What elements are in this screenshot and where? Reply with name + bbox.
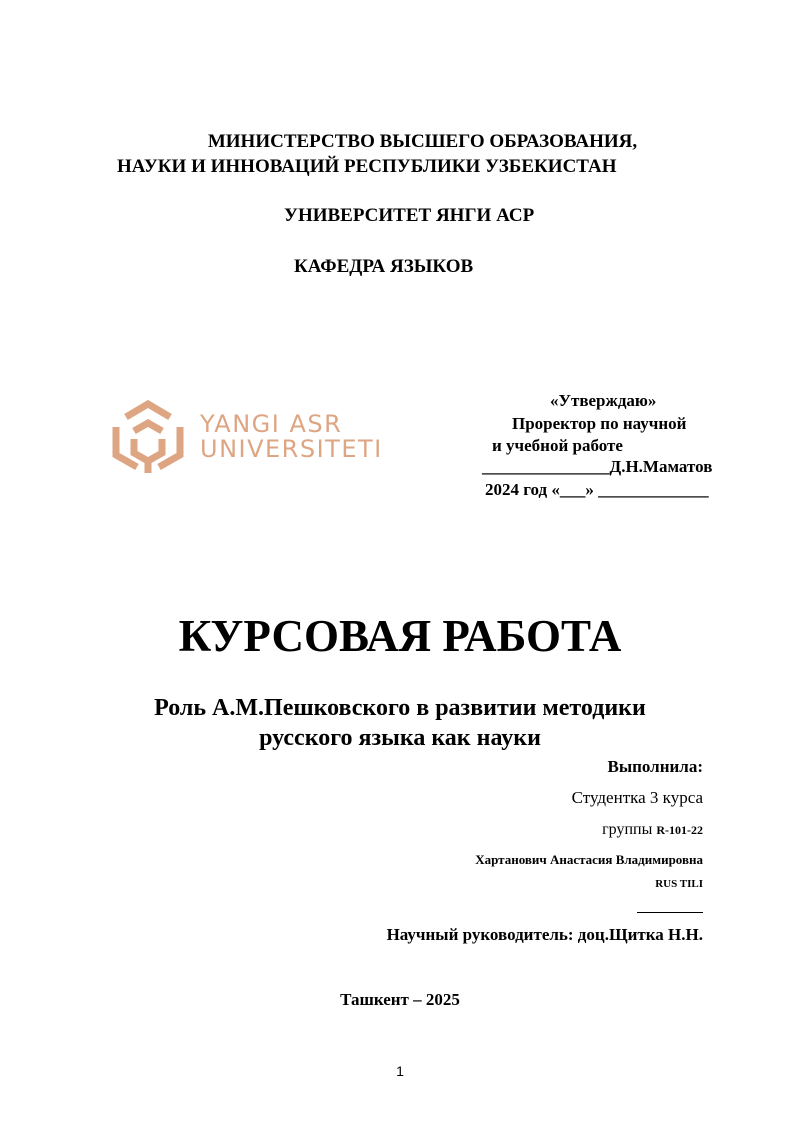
author-name: Хартанович Анастасия Владимировна: [475, 852, 703, 867]
document-subtitle: [0, 693, 800, 753]
author-course: Студентка 3 курса: [571, 788, 703, 807]
logo-line-2: UNIVERSITETI: [200, 435, 383, 463]
logo-line-1: YANGI ASR: [200, 410, 343, 438]
university-logo: [110, 395, 400, 477]
date-day-blank: ___: [559, 480, 586, 499]
ministry-line-1: МИНИСТЕРСТВО ВЫСШЕГО ОБРАЗОВАНИЯ,: [207, 131, 638, 152]
signature-underline: [637, 912, 703, 913]
logo-emblem-icon: [110, 395, 186, 477]
approval-position-1: Проректор по научной: [512, 414, 687, 433]
department-name: КАФЕДРА ЯЗЫКОВ: [294, 256, 474, 277]
group-label: группы: [602, 821, 657, 838]
logo-wordmark: [200, 412, 383, 462]
group-code: R-101-22: [656, 823, 703, 837]
date-suffix: »: [585, 480, 599, 499]
approver-name: Д.Н.Маматов: [609, 457, 713, 476]
approval-heading: «Утверждаю»: [550, 391, 657, 410]
signature-blank: _______________: [482, 457, 610, 476]
document-title: КУРСОВАЯ РАБОТА: [178, 611, 622, 661]
approval-signature-line: [482, 457, 712, 477]
city-year: Ташкент – 2025: [340, 990, 460, 1009]
author-group: [602, 821, 703, 839]
ministry-line-2: НАУКИ И ИННОВАЦИЙ РЕСПУБЛИКИ УЗБЕКИСТАН: [117, 156, 617, 177]
page-number: 1: [396, 1063, 404, 1079]
date-month-blank: _____________: [598, 480, 709, 499]
author-language: RUS TILI: [655, 878, 703, 890]
university-name: УНИВЕРСИТЕТ ЯНГИ АСР: [284, 205, 535, 226]
approval-position-2: и учебной работе: [492, 436, 623, 455]
approval-date-line: [485, 480, 709, 500]
author-done-label: Выполнила:: [607, 757, 703, 776]
date-prefix: 2024 год «: [485, 480, 560, 499]
scientific-advisor: Научный руководитель: доц.Щитка Н.Н.: [386, 925, 703, 944]
subtitle-text: Роль А.М.Пешковского в развитии методики русского языка как науки: [154, 695, 646, 751]
